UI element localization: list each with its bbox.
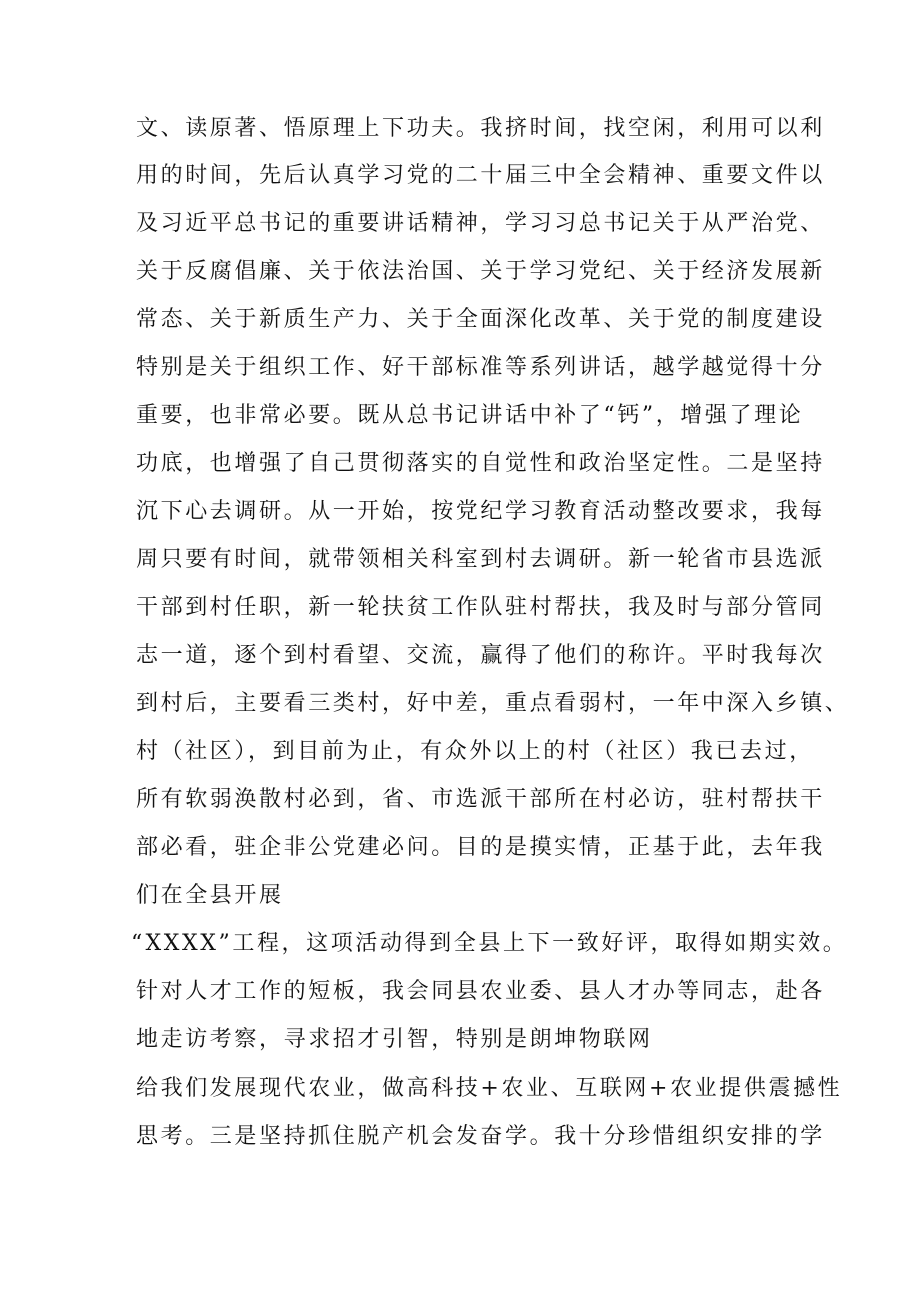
- text-line: 所有软弱涣散村必到，省、市选派干部所在村必访，驻村帮扶干: [136, 787, 825, 812]
- text-line: 及习近平总书记的重要讲话精神，学习习总书记关于从严治党、: [136, 211, 825, 236]
- text-line: 功底，也增强了自己贯彻落实的自觉性和政治坚定性。二是坚持: [136, 451, 825, 476]
- text-line: 地走访考察，寻求招才引智，特别是朗坤物联网: [136, 1027, 653, 1052]
- text-line: 针对人才工作的短板，我会同县农业委、县人才办等同志，赴各: [136, 979, 825, 1004]
- text-line: 常态、关于新质生产力、关于全面深化改革、关于党的制度建设: [136, 307, 825, 332]
- text-line: 到村后，主要看三类村，好中差，重点看弱村，一年中深入乡镇、: [136, 691, 850, 716]
- text-line: 干部到村任职，新一轮扶贫工作队驻村帮扶，我及时与部分管同: [136, 595, 825, 620]
- text-line: 村（社区），到目前为止，有众外以上的村（社区）我已去过，: [136, 739, 814, 764]
- text-line: 志一道，逐个到村看望、交流，赢得了他们的称许。平时我每次: [136, 643, 825, 668]
- text-line: 给我们发展现代农业，做高科技+农业、互联网+农业提供震撼性: [136, 1076, 843, 1101]
- text-line: 们在全县开展: [136, 883, 284, 908]
- text-line: 关于反腐倡廉、关于依法治国、关于学习党纪、关于经济发展新: [136, 259, 825, 284]
- text-line: “XXXX”工程，这项活动得到全县上下一致好评，取得如期实效。: [131, 931, 848, 956]
- text-line: 重要，也非常必要。既从总书记讲话中补了“钙”，增强了理论: [136, 403, 804, 428]
- text-line: 思考。三是坚持抓住脱产机会发奋学。我十分珍惜组织安排的学: [136, 1124, 825, 1149]
- text-line: 部必看，驻企非公党建必问。目的是摸实情，正基于此，去年我: [136, 835, 825, 860]
- text-line: 周只要有时间，就带领相关科室到村去调研。新一轮省市县选派: [136, 547, 825, 572]
- text-line: 用的时间，先后认真学习党的二十届三中全会精神、重要文件以: [136, 163, 825, 188]
- text-line: 沉下心去调研。从一开始，按党纪学习教育活动整改要求，我每: [136, 499, 825, 524]
- text-line: 特别是关于组织工作、好干部标准等系列讲话，越学越觉得十分: [136, 355, 825, 380]
- text-line: 文、读原著、悟原理上下功夫。我挤时间，找空闲，利用可以利: [136, 116, 825, 141]
